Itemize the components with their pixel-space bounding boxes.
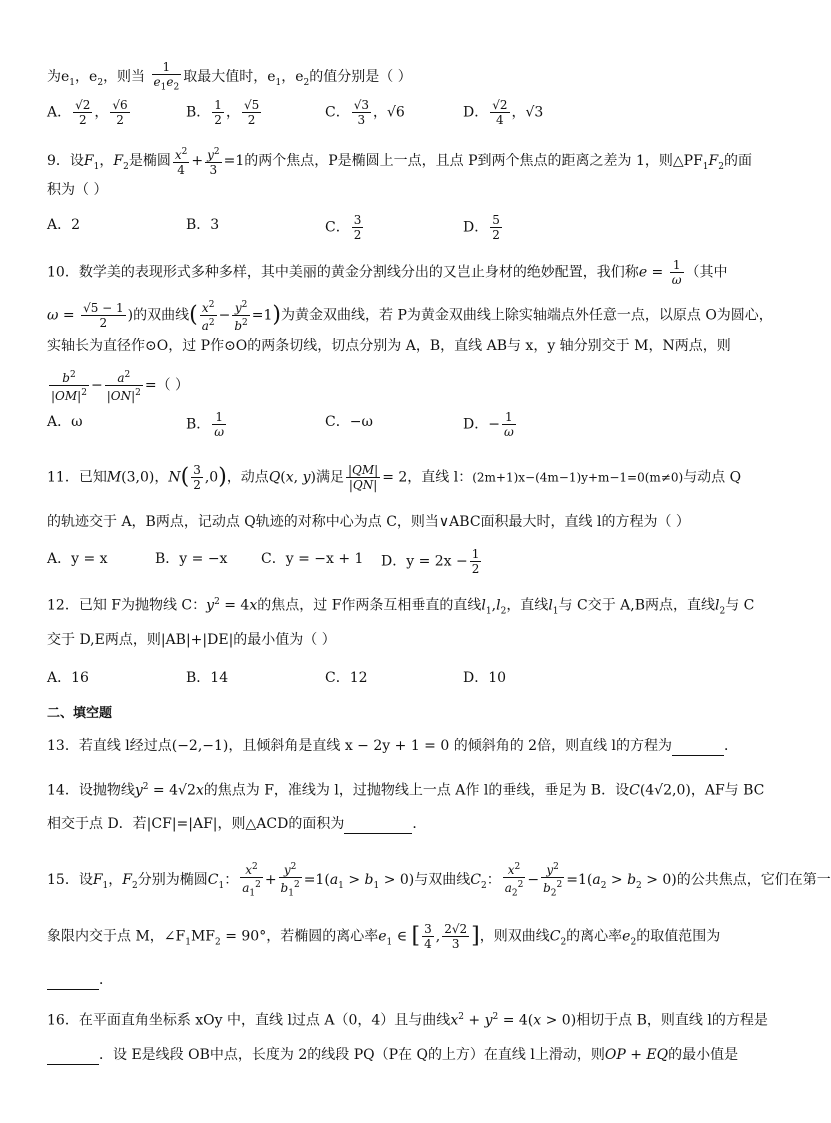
q8-line: 为$e_1$，$e_2$，则当 $\frac{1}{e_1e_2}$ 取最大值时，$e_1$，$e_2$的值分别是（ ） — [47, 60, 412, 93]
q13-line: 13．若直线 l经过点(−2,−1)，且倾斜角是直线 x − 2y + 1 = 0 的倾斜角的 2倍，则直线 l的方程为 ． — [47, 738, 738, 754]
q8-options — [47, 98, 747, 127]
q8-option-a[interactable]: A． $\frac{√2}{2}$ ， $\frac{√6}{2}$ — [47, 98, 128, 127]
q15-line1: 15．设$F_1$，$F_2$分别为椭圆$C_1$： $\frac{x^2}{a_1^2}$ + $\frac{y^2}{b_1^2}$ $=1(a_1 > b_1 > 0)$与双曲线$C_2$： $\frac{x^2}{a_2^2}$ − $\frac{y^2}{b_2^2}$ $=1(a_2 > b_2 > 0)$的公共焦点，它们在第一 — [47, 862, 831, 899]
q15-line2: 象限内交于点 M，$\angle F_1MF_2 = 90^\circ$，若椭圆的离心率$e_1$ ∈ [ $\frac{3}{4}$ , $\frac{2√2}{3}$ ]，则双曲线$C_2$的离心率$e_2$的取值范围为 — [47, 922, 721, 951]
q16-answer-blank[interactable] — [47, 1050, 99, 1065]
q12-option-d[interactable]: D．10 — [463, 670, 507, 686]
q8-text-e: ，e — [281, 69, 304, 86]
q11-option-d[interactable]: D．y = 2x − $\frac{1}{2}$ — [381, 547, 480, 576]
q8-fraction: $\frac{1}{e_1e_2}$ — [153, 60, 180, 93]
q16-line2: ．设 E是线段 OB中点，长度为 2的线段 PQ（P在 Q的上方）在直线 l上滑动，则OP + EQ的最小值是 — [47, 1045, 738, 1065]
q8-text-f: 的值分别是（ ） — [309, 69, 412, 86]
q8-text-c: ，则当 — [103, 69, 146, 86]
q10-option-c[interactable]: C．−ω — [325, 414, 373, 430]
q15-line3: ． — [47, 970, 113, 990]
q12-option-a[interactable]: A．16 — [47, 670, 89, 686]
q9-line2: 积为（ ） — [47, 182, 108, 198]
q10-options — [47, 410, 747, 439]
section-fill-in-heading: 二、填空题 — [47, 706, 113, 721]
q8-text-d: 取最大值时，e — [183, 69, 276, 86]
q10-line2: ω = $\frac{√5 - 1}{2}$ )的双曲线( $\frac{x^2}{a^2}$ − $\frac{y^2}{b^2}$ =1)为黄金双曲线，若 P为黄金双曲线上除实轴端点外任意一点，以原点 O为圆心， — [47, 300, 773, 333]
q8-option-d[interactable]: D． $\frac{√2}{4}$ ，√3 — [463, 98, 544, 127]
q12-option-c[interactable]: C．12 — [325, 670, 368, 686]
q10-option-d[interactable]: D．− $\frac{1}{\omega}$ — [463, 410, 514, 439]
q10-line3: 实轴长为直径作⊙O，过 P作⊙O的两条切线，切点分别为 A，B，直线 AB与 x，y 轴分别交于 M，N两点，则 — [47, 338, 731, 354]
q9-options — [47, 213, 747, 242]
q9-line1: 9．设$F_1$，$F_2$是椭圆 $\frac{x^2}{4}$ + $\frac{y^2}{3}$ =1的两个焦点，P是椭圆上一点，且点 P到两个焦点的距离之差为 1，则$\triangle PF_1F_2$的面 — [47, 147, 752, 177]
q10-line4: $\frac{b^2}{|OM|^2}$ − $\frac{a^2}{|ON|^2}$ =（ ） — [51, 370, 190, 403]
q9-option-b[interactable]: B．3 — [186, 217, 220, 233]
q10-line1: 10．数学美的表现形式多种多样，其中美丽的黄金分割线分出的又岂止身材的绝妙配置，我们称e = $\frac{1}{\omega}$ （其中 — [47, 258, 728, 287]
q12-option-b[interactable]: B．14 — [186, 670, 229, 686]
q14-line2: 相交于点 D．若|CF|=|AF|，则△ACD的面积为 ． — [47, 816, 427, 832]
q14-answer-blank[interactable] — [344, 819, 412, 834]
q10-option-b[interactable]: B． $\frac{1}{\omega}$ — [186, 410, 225, 439]
q11-option-a[interactable]: A．y = x — [47, 551, 108, 567]
q12-line2: 交于 D,E两点，则|AB|+|DE|的最小值为（ ） — [47, 632, 336, 648]
q9-option-a[interactable]: A．2 — [47, 217, 81, 233]
q8-text-a: 为e — [47, 69, 70, 86]
q8-option-c[interactable]: C． $\frac{√3}{3}$ ，√6 — [325, 98, 405, 127]
q12-line1: 12．已知 F为抛物线 C：$y^2 = 4x$的焦点，过 F作两条互相垂直的直线$l_1,l_2$，直线$l_1$与 C交于 A,B两点，直线$l_2$与 C — [47, 597, 755, 617]
q14-line1: 14．设抛物线$y^2 = 4√2x$的焦点为 F，准线为 l，过抛物线上一点 A作 l的垂线，垂足为 B．设C(4√2,0)，AF与 BC — [47, 782, 765, 799]
q13-answer-blank[interactable] — [672, 741, 724, 756]
q8-text-b: ，e — [75, 69, 98, 86]
q11-line1: 11．已知M(3,0)，N( $\frac{3}{2}$ ,0)，动点Q(x, y)满足 $\frac{|QM|}{|QN|}$ = 2，直线 l：(2m+1)x−(4m−1)y+m−1=0(m≠0)与动点 Q — [47, 463, 742, 492]
q8-option-b[interactable]: B． $\frac{1}{2}$ ， $\frac{√5}{2}$ — [186, 98, 260, 127]
q11-option-b[interactable]: B．y = −x — [155, 551, 228, 567]
q15-answer-blank[interactable] — [47, 975, 99, 990]
q16-line1: 16．在平面直角坐标系 xOy 中，直线 l过点 A（0，4）且与曲线$x^2 + y^2 = 4(x > 0)$相切于点 B，则直线 l的方程是 — [47, 1012, 768, 1029]
q12-options — [47, 666, 747, 690]
q10-option-a[interactable]: A．ω — [47, 414, 83, 430]
q9-option-d[interactable]: D． $\frac{5}{2}$ — [463, 213, 500, 242]
q11-line2: 的轨迹交于 A，B两点，记动点 Q轨迹的对称中心为点 C，则当∨ABC面积最大时，直线 l的方程为（ ） — [47, 514, 690, 530]
q11-option-c[interactable]: C．y = −x + 1 — [261, 551, 364, 567]
q9-option-c[interactable]: C． $\frac{3}{2}$ — [325, 213, 362, 242]
q11-options — [47, 547, 747, 576]
